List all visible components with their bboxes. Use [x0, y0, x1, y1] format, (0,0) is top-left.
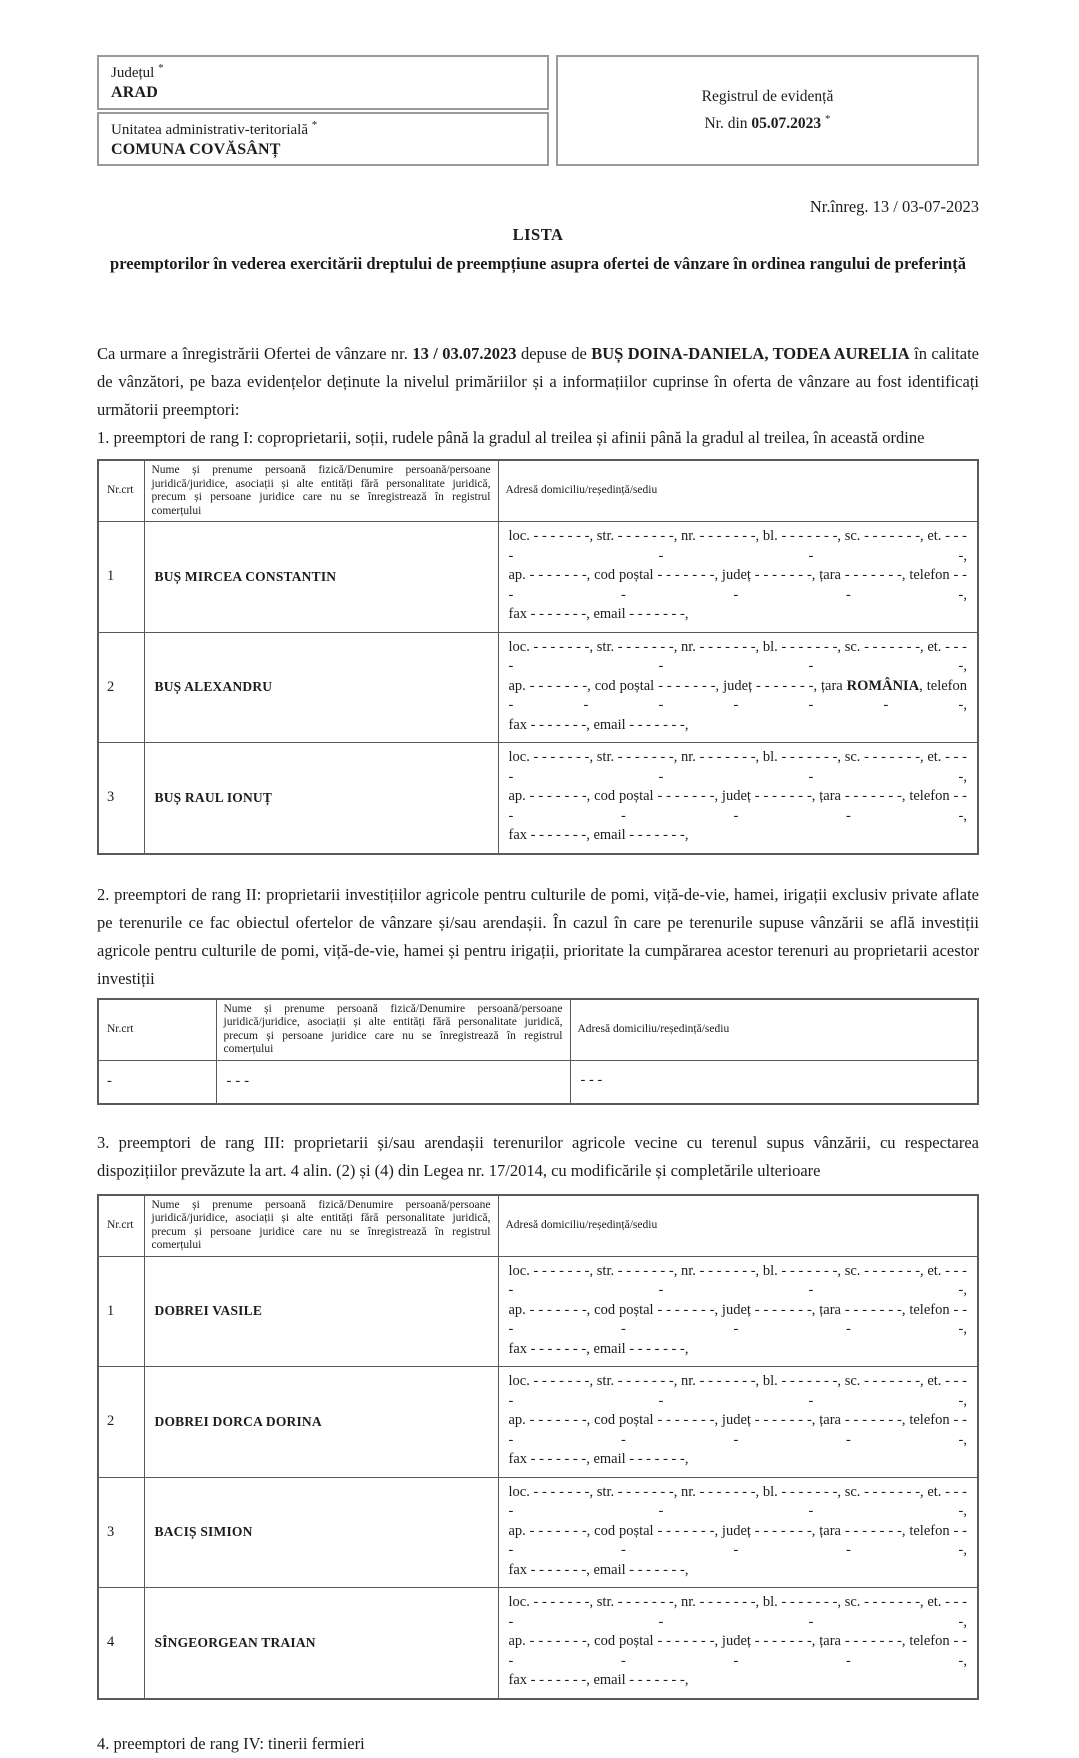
- table-row: [98, 522, 978, 633]
- table-header-row: [98, 999, 978, 1061]
- preemptor-name-cell: BUȘ RAUL IONUȚ: [144, 743, 498, 854]
- address-line: loc. - - - - - - -, str. - - - - - - -, nr. - - - - - - -, bl. - - - - - - -, sc. - - - - - - -, et. - - - - - - -,: [508, 528, 967, 564]
- table-row: [98, 743, 978, 854]
- table-header-row: [98, 1195, 978, 1257]
- registry-number-line: Nr. din 05.07.2023 *: [704, 112, 831, 133]
- preemptors-table-rank-2: [97, 998, 979, 1105]
- address-cell: [498, 1477, 978, 1588]
- header-name: Nume și prenume persoană fizică/Denumire persoană/persoane juridică/juridice, asociații și alte entități fără personalitate juridică, precum și persoane juridice care nu se înregistrează în registrul comerțului: [144, 460, 498, 522]
- table-header: [98, 1195, 978, 1257]
- address-cell: [498, 1588, 978, 1699]
- header-address: Adresă domiciliu/reședință/sediu: [498, 460, 978, 522]
- row-number-cell: -: [98, 1060, 216, 1104]
- row-number-cell: 1: [98, 522, 144, 633]
- row-number-cell: 4: [98, 1588, 144, 1699]
- registration-number-line: Nr.înreg. 13 / 03-07-2023: [809, 197, 979, 216]
- table-row: [98, 1256, 978, 1367]
- preemptor-name-cell: BUȘ MIRCEA CONSTANTIN: [144, 522, 498, 633]
- row-number-cell: 3: [98, 743, 144, 854]
- address-line: ap. - - - - - - -, cod poștal - - - - - - -, județ - - - - - - -, țara ROMÂNIA, telefon - - - - - - -,: [508, 677, 967, 713]
- table-row: [98, 632, 978, 743]
- address-line: loc. - - - - - - -, str. - - - - - - -, nr. - - - - - - -, bl. - - - - - - -, sc. - - - - - - -, et. - - - - - - -,: [508, 1262, 967, 1298]
- address-line: ap. - - - - - - -, cod poștal - - - - - - -, județ - - - - - - -, țara - - - - - - -, telefon - - - - - - -,: [508, 788, 967, 824]
- header-address: Adresă domiciliu/reședință/sediu: [570, 999, 978, 1061]
- table-header: [98, 460, 978, 522]
- address-line: fax - - - - - - -, email - - - - - - -,: [508, 1672, 689, 1688]
- address-cell: [570, 1060, 978, 1104]
- preemptor-name-cell: - - -: [216, 1060, 570, 1104]
- registry-cell: [556, 55, 979, 166]
- table-header-row: [98, 460, 978, 522]
- county-asterisk: *: [158, 62, 164, 74]
- address-line: loc. - - - - - - -, str. - - - - - - -, nr. - - - - - - -, bl. - - - - - - -, sc. - - - - - - -, et. - - - - - - -,: [508, 638, 967, 674]
- header-nr: Nr.crt: [98, 999, 216, 1061]
- section-3-heading: 3. preemptori de rang III: proprietarii și/sau arendașii terenurilor agricole vecine cu terenul supus vânzării, cu respectarea dispozițiilor prevăzute la art. 4 alin. (2) și (4) din Legea nr. 17/2014, cu modificările și completările ulterioare: [97, 1132, 979, 1180]
- preemptors-table-rank-1: [97, 459, 979, 855]
- uat-asterisk: *: [311, 119, 318, 131]
- address-line: fax - - - - - - -, email - - - - - - -,: [508, 606, 689, 622]
- table-row: [98, 1060, 978, 1104]
- address-line: loc. - - - - - - -, str. - - - - - - -, nr. - - - - - - -, bl. - - - - - - -, sc. - - - - - - -, et. - - - - - - -,: [508, 1373, 967, 1409]
- preemptor-name-cell: DOBREI VASILE: [144, 1256, 498, 1367]
- uat-value: COMUNA COVĂSÂNȚ: [111, 141, 281, 158]
- table-header: [98, 999, 978, 1061]
- section-4-heading: 4. preemptori de rang IV: tinerii fermieri: [97, 1733, 365, 1753]
- preemptor-name-cell: SÎNGEORGEAN TRAIAN: [144, 1588, 498, 1699]
- registry-date: 05.07.2023: [751, 115, 822, 133]
- preemptors-table-rank-3: [97, 1194, 979, 1700]
- table-row: [98, 1477, 978, 1588]
- registry-title: Registrul de evidență: [701, 87, 834, 105]
- uat-label: Unitatea administrativ-teritorială *: [111, 119, 318, 138]
- address-line: loc. - - - - - - -, str. - - - - - - -, nr. - - - - - - -, bl. - - - - - - -, sc. - - - - - - -, et. - - - - - - -,: [508, 749, 967, 785]
- row-number-cell: 1: [98, 1256, 144, 1367]
- address-line: loc. - - - - - - -, str. - - - - - - -, nr. - - - - - - -, bl. - - - - - - -, sc. - - - - - - -, et. - - - - - - -,: [508, 1483, 967, 1519]
- header-address: Adresă domiciliu/reședință/sediu: [498, 1195, 978, 1257]
- address-line: loc. - - - - - - -, str. - - - - - - -, nr. - - - - - - -, bl. - - - - - - -, sc. - - - - - - -, et. - - - - - - -,: [508, 1594, 967, 1630]
- address-line: ap. - - - - - - -, cod poștal - - - - - - -, județ - - - - - - -, țara - - - - - - -, telefon - - - - - - -,: [508, 1301, 967, 1337]
- section-1-heading: 1. preemptori de rang I: coproprietarii, soții, rudele până la gradul al treilea și afinii până la gradul al treilea, în această ordine: [97, 428, 925, 447]
- address-line: fax - - - - - - -, email - - - - - - -,: [508, 716, 689, 733]
- document-title: LISTA: [512, 225, 564, 244]
- address-line: ap. - - - - - - -, cod poștal - - - - - - -, județ - - - - - - -, țara - - - - - - -, telefon - - - - - - -,: [508, 1412, 967, 1448]
- table-row: [98, 1588, 978, 1699]
- address-cell: [498, 522, 978, 633]
- preemptor-name-cell: BUȘ ALEXANDRU: [144, 632, 498, 743]
- address-cell: [498, 1256, 978, 1367]
- preemptor-name-cell: BACIȘ SIMION: [144, 1477, 498, 1588]
- registry-asterisk: *: [825, 112, 831, 125]
- document-page: [0, 55, 1079, 1758]
- section-2-heading: 2. preemptori de rang II: proprietarii investițiilor agricole pentru culturile de pomi, viță-de-vie, hamei, irigații exclusiv private aflate pe terenurile ce fac obiectul ofertelor de vânzare și/sau arendașii. În cazul în care pe terenurile supuse vânzării se află investiții agricole pentru culturile de pomi, viță-de-vie, hamei și pentru irigații, prioritate la cumpărarea acestor terenuri au proprietarii acestor investiții: [97, 884, 979, 988]
- intro-paragraph: Ca urmare a înregistrării Ofertei de vânzare nr. 13 / 03.07.2023 depuse de BUȘ DOINA-DANIELA, TODEA AURELIA în calitate de vânzători, pe baza evidențelor deținute la nivelul primăriilor și a informațiilor cuprinse în oferta de vânzare au fost identificați următorii preemptori:: [97, 344, 980, 419]
- header-box: [97, 55, 979, 166]
- address-line: fax - - - - - - -, email - - - - - - -,: [508, 1451, 689, 1467]
- row-number-cell: 2: [98, 632, 144, 743]
- header-nr: Nr.crt: [98, 1195, 144, 1257]
- uat-cell: [97, 112, 549, 166]
- header-name: Nume și prenume persoană fizică/Denumire persoană/persoane juridică/juridice, asociații și alte entități fără personalitate juridică, precum și persoane juridice care nu se înregistrează în registrul comerțului: [144, 1195, 498, 1257]
- address-line: fax - - - - - - -, email - - - - - - -,: [508, 1340, 689, 1357]
- table-row: [98, 1367, 978, 1478]
- address-line: - - -: [580, 1071, 603, 1088]
- row-number-cell: 3: [98, 1477, 144, 1588]
- document-subtitle: preemptorilor în vederea exercitării dreptului de preempțiune asupra ofertei de vânzare în ordinea rangului de preferință: [110, 254, 966, 273]
- address-line: fax - - - - - - -, email - - - - - - -,: [508, 1561, 689, 1578]
- county-value: ARAD: [111, 84, 159, 101]
- address-cell: [498, 743, 978, 854]
- address-cell: [498, 1367, 978, 1478]
- header-nr: Nr.crt: [98, 460, 144, 522]
- header-left-column: [97, 55, 549, 166]
- preemptor-name-cell: DOBREI DORCA DORINA: [144, 1367, 498, 1478]
- address-line: ap. - - - - - - -, cod poștal - - - - - - -, județ - - - - - - -, țara - - - - - - -, telefon - - - - - - -,: [508, 1633, 967, 1669]
- county-label: Județul *: [111, 62, 164, 81]
- header-name: Nume și prenume persoană fizică/Denumire persoană/persoane juridică/juridice, asociații și alte entități fără personalitate juridică, precum și persoane juridice care nu se înregistrează în registrul comerțului: [216, 999, 570, 1061]
- address-line: ap. - - - - - - -, cod poștal - - - - - - -, județ - - - - - - -, țara - - - - - - -, telefon - - - - - - -,: [508, 567, 967, 603]
- address-line: ap. - - - - - - -, cod poștal - - - - - - -, județ - - - - - - -, țara - - - - - - -, telefon - - - - - - -,: [508, 1522, 967, 1558]
- row-number-cell: 2: [98, 1367, 144, 1478]
- address-cell: [498, 632, 978, 743]
- county-cell: [97, 55, 549, 110]
- address-line: fax - - - - - - -, email - - - - - - -,: [508, 827, 689, 843]
